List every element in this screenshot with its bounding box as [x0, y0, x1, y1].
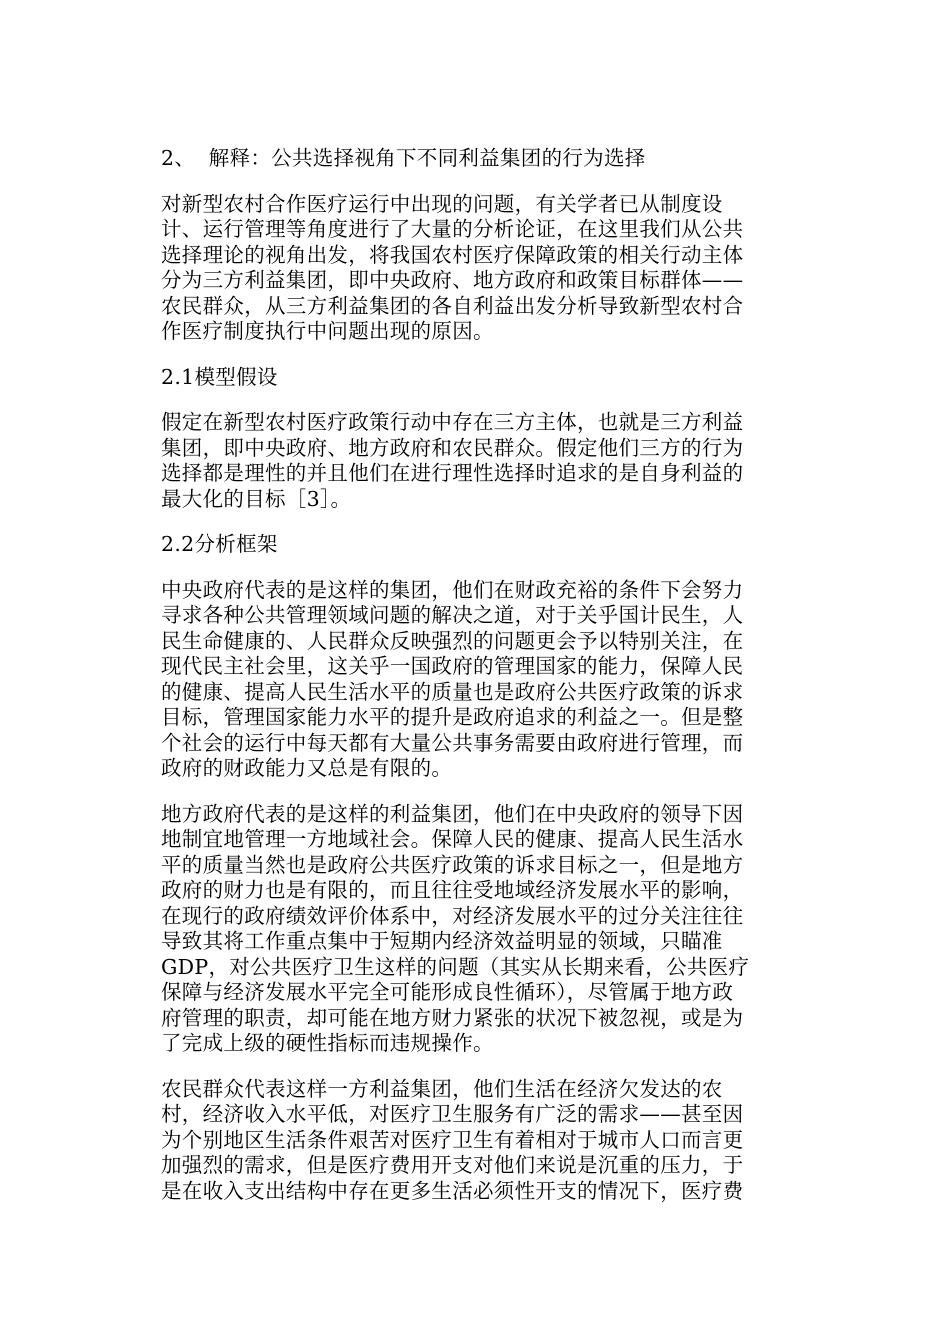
text-line: 分为三方利益集团，即中央政府、地方政府和政策目标群体——	[161, 268, 744, 292]
text-line: 计、运行管理等角度进行了大量的分析论证，在这里我们从公共	[161, 217, 744, 241]
paragraph-4	[161, 802, 793, 1057]
text-line: 在现行的政府绩效评价体系中，对经济发展水平的过分关注往往	[161, 903, 744, 928]
text-line: 民生命健康的、人民群众反映强烈的问题更会予以特别关注，在	[161, 628, 744, 653]
paragraph-1	[161, 192, 793, 345]
text-line: 最大化的目标［3］。	[161, 486, 352, 511]
text-line: 是在收入支出结构中存在更多生活必须性开支的情况下，医疗费	[161, 1178, 744, 1203]
text-line: 为个别地区生活条件艰苦对医疗卫生有着相对于城市人口而言更	[161, 1127, 744, 1152]
text-line: 农民群众代表这样一方利益集团，他们生活在经济欠发达的农	[161, 1076, 723, 1101]
text-line: 村，经济收入水平低，对医疗卫生服务有广泛的需求——甚至因	[161, 1102, 744, 1126]
section-title: 2、 解释：公共选择视角下不同利益集团的行为选择	[161, 146, 646, 170]
text-line: 选择都是理性的并且他们在进行理性选择时追求的是自身利益的	[161, 461, 744, 485]
text-line: 农民群众，从三方利益集团的各自利益出发分析导致新型农村合	[161, 293, 744, 318]
text-line: 政府的财力也是有限的，而且往往受地域经济发展水平的影响，	[161, 878, 744, 902]
text-line: 导致其将工作重点集中于短期内经济效益明显的领域，只瞄准	[161, 929, 723, 953]
text-line: 保障与经济发展水平完全可能形成良性循环），尽管属于地方政	[161, 980, 734, 1004]
text-line: 现代民主社会里，这关乎一国政府的管理国家的能力，保障人民	[161, 654, 744, 678]
text-line: 目标，管理国家能力水平的提升是政府追求的利益之一。但是整	[161, 705, 744, 729]
text-line: 选择理论的视角出发，将我国农村医疗保障政策的相关行动主体	[161, 242, 744, 267]
text-line: 寻求各种公共管理领域问题的解决之道，对于关乎国计民生，人	[161, 603, 744, 627]
text-line: GDP，对公共医疗卫生这样的问题（其实从长期来看，公共医疗	[161, 954, 750, 979]
text-line: 府管理的职责，却可能在地方财力紧张的状况下被忽视，或是为	[161, 1005, 744, 1030]
text-line: 加强烈的需求，但是医疗费用开支对他们来说是沉重的压力，于	[161, 1153, 744, 1177]
text-line: 地制宜地管理一方地域社会。保障人民的健康、提高人民生活水	[161, 827, 744, 851]
text-line: 中央政府代表的是这样的集团，他们在财政充裕的条件下会努力	[161, 577, 744, 602]
text-line: 平的质量当然也是政府公共医疗政策的诉求目标之一，但是地方	[161, 852, 744, 877]
subsection-title-analysis-framework: 2.2分析框架	[161, 532, 278, 556]
text-line: 假定在新型农村医疗政策行动中存在三方主体，也就是三方利益	[161, 410, 744, 434]
text-line: 对新型农村合作医疗运行中出现的问题，有关学者已从制度设	[161, 191, 723, 216]
text-line: 个社会的运行中每天都有大量公共事务需要由政府进行管理，而	[161, 730, 744, 755]
subsection-title-model-assumption: 2.1模型假设	[161, 364, 278, 389]
text-line: 了完成上级的硬性指标而违规操作。	[161, 1031, 494, 1055]
text-line: 地方政府代表的是这样的利益集团，他们在中央政府的领导下因	[161, 801, 744, 826]
text-line: 集团，即中央政府、地方政府和农民群众。假定他们三方的行为	[161, 435, 744, 460]
paragraph-3	[161, 578, 793, 782]
paragraph-5	[161, 1077, 793, 1205]
text-line: 的健康、提高人民生活水平的质量也是政府公共医疗政策的诉求	[161, 679, 744, 704]
text-line: 政府的财政能力又总是有限的。	[161, 756, 453, 780]
document-body	[161, 146, 793, 1224]
text-line: 作医疗制度执行中问题出现的原因。	[161, 319, 494, 343]
paragraph-2	[161, 410, 793, 512]
